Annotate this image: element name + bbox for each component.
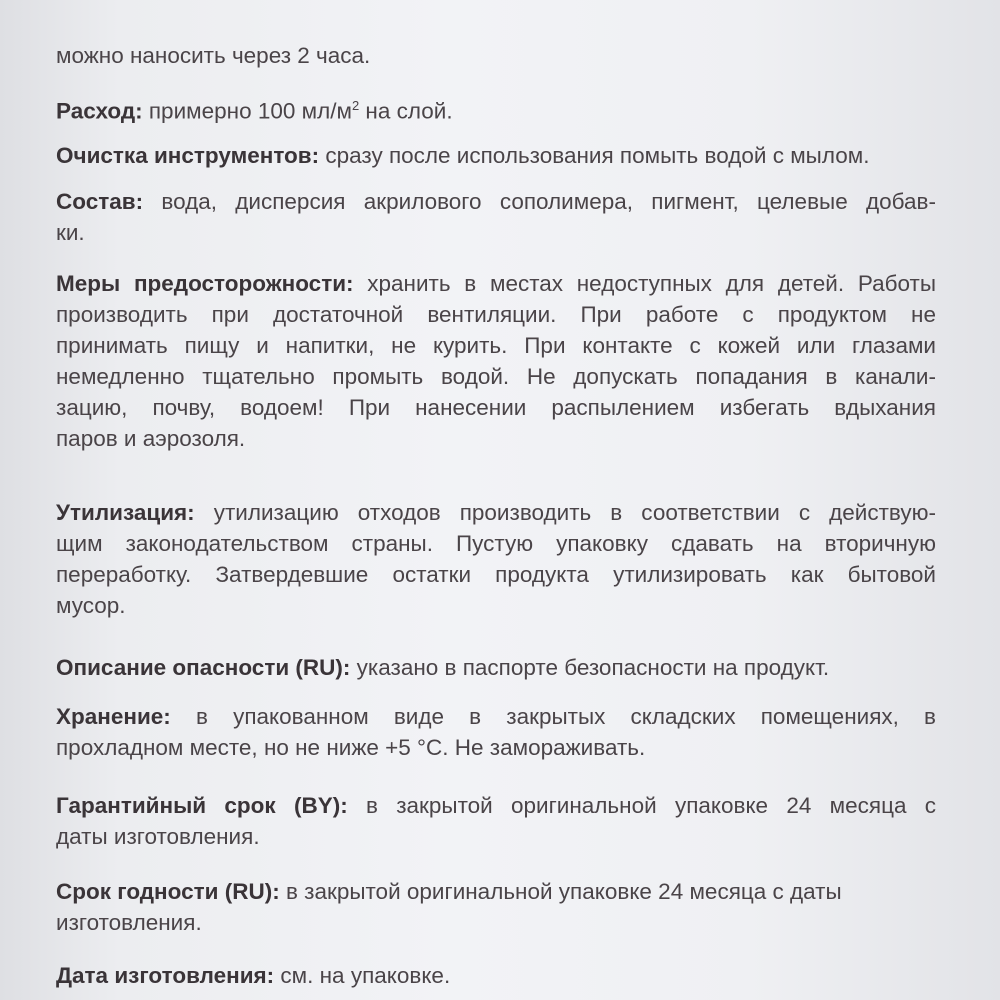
tool-cleaning-text: сразу после использования помыть водой с мылом.: [319, 143, 870, 168]
precautions-line-1: хранить в местах недоступных для детей. Работы: [353, 271, 936, 296]
precautions-section: [56, 268, 936, 454]
shelf-life-section: [56, 876, 936, 938]
application-note-text: можно наносить через 2 часа.: [56, 43, 371, 68]
consumption-superscript: 2: [351, 98, 360, 113]
composition-line-2: ки.: [56, 220, 85, 245]
composition-section: [56, 186, 936, 248]
warranty-line-1: в закрытой оригинальной упаковке 24 месяца с: [347, 793, 936, 818]
hazard-description-section: [56, 652, 936, 683]
disposal-line-3: переработку. Затвердевшие остатки продукта утилизировать как бытовой: [56, 562, 936, 587]
disposal-line-4: мусор.: [56, 593, 126, 618]
storage-title: Хранение:: [56, 704, 171, 729]
warranty-line-2: даты изготовления.: [56, 824, 260, 849]
storage-line-2: прохладном месте, но не ниже +5 °С. Не замораживать.: [56, 735, 646, 760]
precautions-line-3: принимать пищу и напитки, не курить. При контакте с кожей или глазами: [56, 333, 936, 358]
hazard-description-title: Описание опасности (RU):: [56, 655, 351, 680]
application-note: [56, 40, 936, 71]
precautions-title: Меры предосторожности:: [56, 271, 354, 296]
shelf-life-line-2: изготовления.: [56, 910, 202, 935]
disposal-line-1: утилизацию отходов производить в соответствии с действую-: [194, 500, 936, 525]
consumption-text-end: на слой.: [359, 98, 453, 124]
precautions-line-2: производить при достаточной вентиляции. При работе с продуктом не: [56, 302, 936, 327]
shelf-life-title: Срок годности (RU):: [56, 879, 280, 904]
consumption-text: примерно 100 мл/м: [142, 98, 352, 124]
storage-line-1: в упакованном виде в закрытых складских помещениях, в: [170, 704, 936, 729]
manufacture-date-text: см. на упаковке.: [274, 963, 451, 988]
warranty-title: Гарантийный срок (BY):: [56, 793, 348, 818]
precautions-line-5: зацию, почву, водоем! При нанесении распылением избегать вдыхания: [56, 395, 936, 420]
consumption-section: [56, 90, 936, 127]
tool-cleaning-title: Очистка инструментов:: [56, 143, 320, 168]
warranty-section: [56, 790, 936, 852]
manufacture-date-title: Дата изготовления:: [56, 963, 275, 988]
disposal-title: Утилизация:: [56, 500, 195, 525]
composition-line-1: вода, дисперсия акрилового сополимера, пигмент, целевые добав-: [143, 189, 936, 214]
precautions-line-6: паров и аэрозоля.: [56, 426, 246, 451]
manufacture-date-section: [56, 960, 936, 991]
shelf-life-line-1: в закрытой оригинальной упаковке 24 месяца с даты: [279, 879, 842, 904]
disposal-section: [56, 497, 936, 621]
consumption-title: Расход:: [56, 98, 143, 124]
precautions-line-4: немедленно тщательно промыть водой. Не допускать попадания в канали-: [56, 364, 936, 389]
disposal-line-2: щим законодательством страны. Пустую упаковку сдавать на вторичную: [56, 531, 936, 556]
composition-title: Состав:: [56, 189, 144, 214]
hazard-description-text: указано в паспорте безопасности на продукт.: [350, 655, 830, 680]
tool-cleaning-section: [56, 140, 936, 171]
storage-section: [56, 701, 936, 763]
